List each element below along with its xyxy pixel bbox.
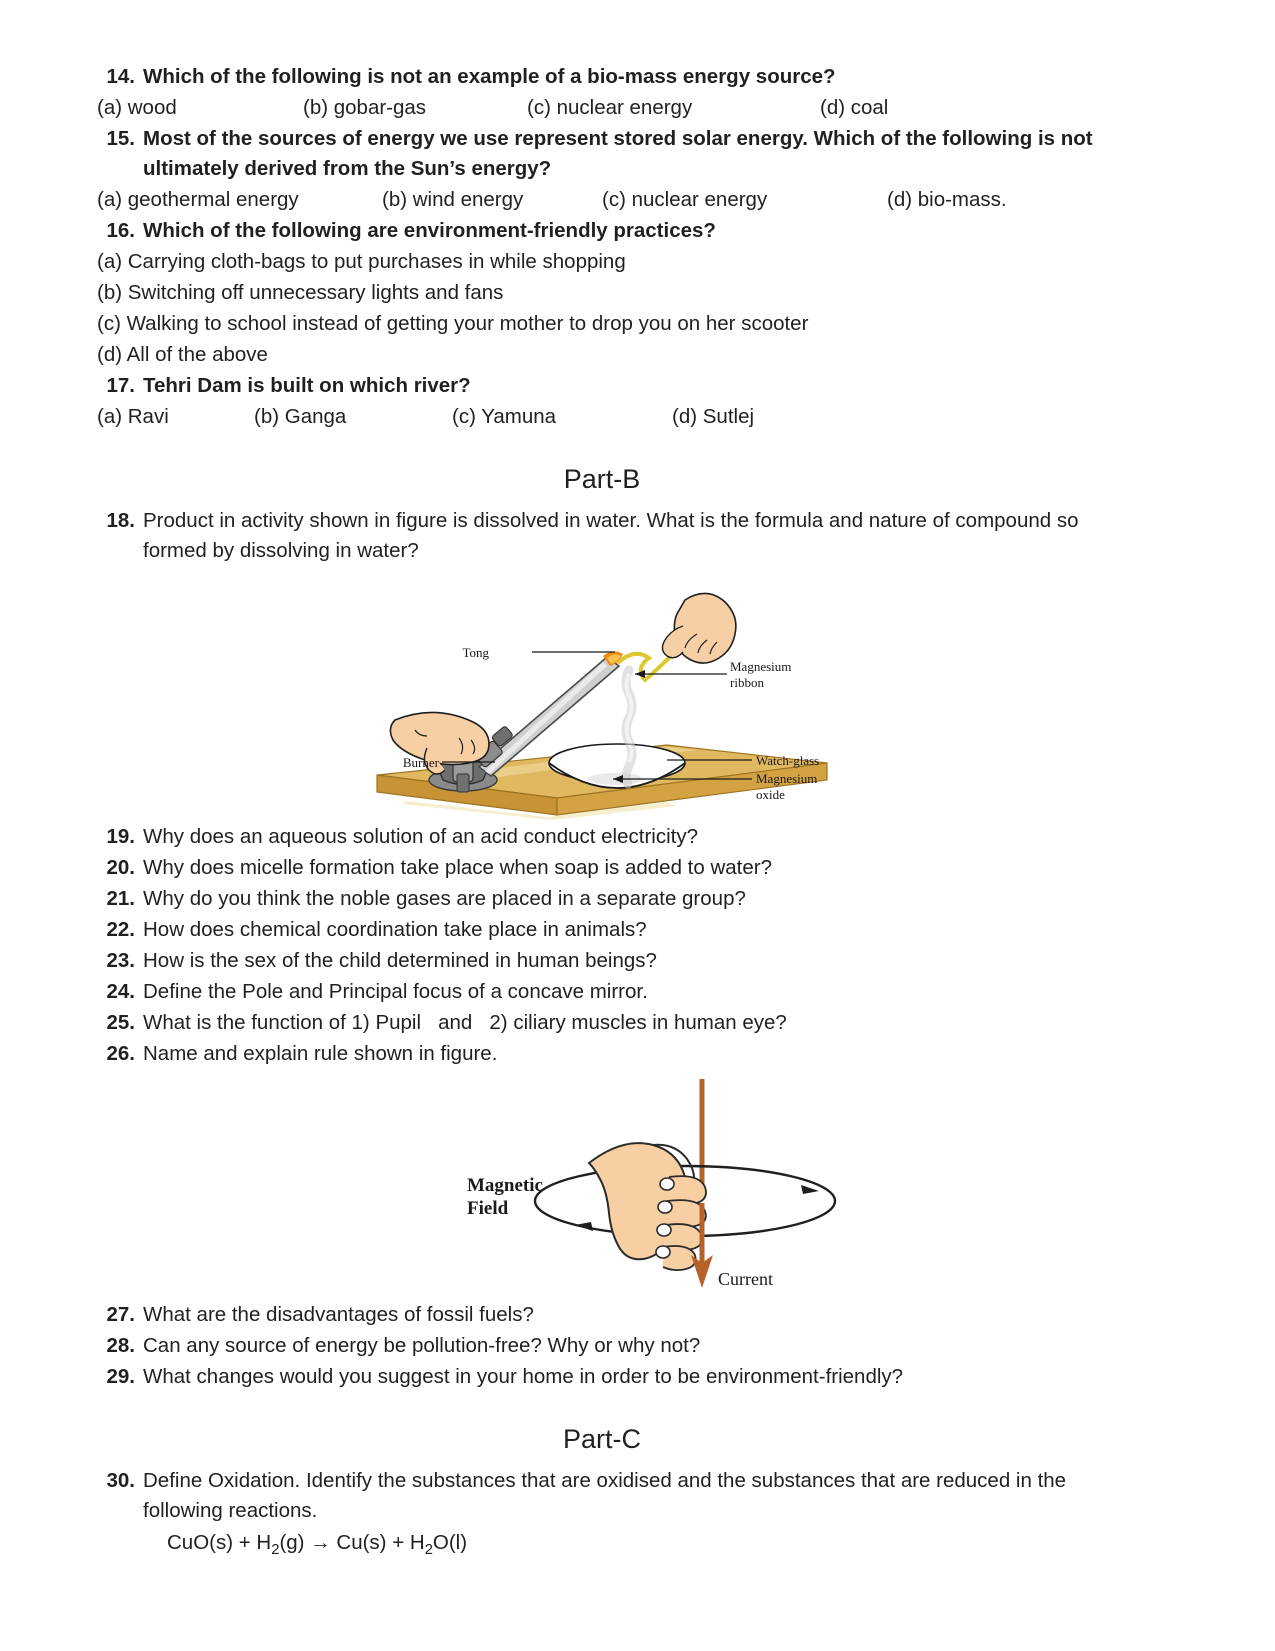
question-15-options (97, 185, 1107, 215)
question-14-text: Which of the following is not an example of a bio-mass energy source? (143, 65, 836, 88)
question-15-number: 15. (106, 127, 135, 150)
question-21-number: 21. (106, 887, 135, 910)
label-burner: Burner (402, 755, 439, 770)
question-17-option-b: (b) Ganga (254, 405, 347, 428)
figure-magnesium-burning (367, 570, 837, 820)
question-18 (97, 506, 1107, 566)
question-28 (97, 1331, 1107, 1361)
question-23 (97, 946, 1107, 976)
question-20 (97, 853, 1107, 883)
question-15 (97, 124, 1107, 184)
question-23-text: How is the sex of the child determined in human beings? (143, 949, 657, 972)
question-14-number: 14. (106, 65, 135, 88)
question-25-text: What is the function of 1) Pupil and 2) ciliary muscles in human eye? (143, 1011, 787, 1034)
question-30-number: 30. (106, 1469, 135, 1492)
question-15-option-b: (b) wind energy (382, 188, 524, 211)
label-magnesium-oxide-line1: Magnesium (756, 771, 818, 786)
question-19-number: 19. (106, 825, 135, 848)
hand-upper-shape (662, 593, 735, 663)
question-27 (97, 1300, 1107, 1330)
equation-part-3: O(l) (432, 1531, 468, 1554)
question-22-text: How does chemical coordination take place in animals? (143, 918, 647, 941)
question-26-number: 26. (106, 1042, 135, 1065)
question-16-option-a: (a) Carrying cloth-bags to put purchases in while shopping (97, 250, 626, 273)
question-18-number: 18. (106, 509, 135, 532)
question-28-text: Can any source of energy be pollution-free? Why or why not? (143, 1334, 701, 1357)
equation-part-2: (g) → Cu(s) + H (279, 1531, 425, 1554)
question-17-options (97, 402, 1107, 432)
question-23-number: 23. (106, 949, 135, 972)
question-14-option-a: (a) wood (97, 96, 177, 119)
label-magnesium-ribbon-line1: Magnesium (730, 659, 792, 674)
label-current: Current (718, 1269, 773, 1289)
question-28-number: 28. (106, 1334, 135, 1357)
equation-subscript-1: 2 (271, 1542, 280, 1559)
label-magnesium-oxide-line2: oxide (756, 787, 785, 802)
question-15-option-a: (a) geothermal energy (97, 188, 299, 211)
question-16-option-d: (d) All of the above (97, 343, 268, 366)
question-15-text: Most of the sources of energy we use represent stored solar energy. Which of the following is not ultimately derived from the Sun’s energy? (143, 127, 1093, 180)
question-17-number: 17. (106, 374, 135, 397)
question-14-option-c: (c) nuclear energy (527, 96, 693, 119)
question-15-option-c: (c) nuclear energy (602, 188, 768, 211)
label-watch-glass: Watch-glass (756, 753, 820, 768)
question-30 (97, 1466, 1107, 1526)
question-17-option-c: (c) Yamuna (452, 405, 557, 428)
question-16 (97, 216, 1107, 246)
question-16-option-c: (c) Walking to school instead of getting your mother to drop you on her scooter (97, 312, 809, 335)
question-26-text: Name and explain rule shown in figure. (143, 1042, 498, 1065)
question-14-options (97, 93, 1107, 123)
part-c-heading: Part-C (562, 1424, 641, 1454)
question-16-text: Which of the following are environment-friendly practices? (143, 219, 716, 242)
label-magnetic-field-line2: Field (467, 1198, 509, 1219)
label-tong: Tong (462, 645, 489, 660)
question-21-text: Why do you think the noble gases are placed in a separate group? (143, 887, 746, 910)
figure-right-hand-rule-wrapper (227, 1073, 1107, 1298)
question-17-option-d: (d) Sutlej (672, 405, 755, 428)
question-14-option-d: (d) coal (820, 96, 889, 119)
part-b-heading: Part-B (563, 464, 641, 494)
figure-magnesium-burning-wrapper (97, 570, 1107, 820)
question-24-number: 24. (106, 980, 135, 1003)
page-content (97, 62, 1107, 1565)
question-18-text: Product in activity shown in figure is dissolved in water. What is the formula and nature of compound so formed by dissolving in water? (143, 509, 1079, 562)
question-17 (97, 371, 1107, 401)
equation-subscript-2: 2 (424, 1542, 433, 1559)
question-14 (97, 62, 1107, 92)
question-17-option-a: (a) Ravi (97, 405, 169, 428)
question-24-text: Define the Pole and Principal focus of a concave mirror. (143, 980, 648, 1003)
equation-part-1: CuO(s) + H (167, 1531, 272, 1554)
question-29-number: 29. (106, 1365, 135, 1388)
question-26 (97, 1039, 1107, 1069)
question-27-text: What are the disadvantages of fossil fuels? (143, 1303, 534, 1326)
question-19 (97, 822, 1107, 852)
question-14-option-b: (b) gobar-gas (303, 96, 427, 119)
question-20-text: Why does micelle formation take place when soap is added to water? (143, 856, 773, 879)
question-16-number: 16. (106, 219, 135, 242)
hand-fist-shape (589, 1143, 706, 1270)
label-magnetic-field-line1: Magnetic (467, 1175, 543, 1196)
question-25-number: 25. (106, 1011, 135, 1034)
question-30-text: Define Oxidation. Identify the substances that are oxidised and the substances that are reduced in the following reactions. (143, 1469, 1067, 1522)
question-22 (97, 915, 1107, 945)
figure-right-hand-rule (457, 1073, 877, 1298)
question-15-option-d: (d) bio-mass. (887, 188, 1007, 211)
question-16-option-b: (b) Switching off unnecessary lights and fans (97, 281, 504, 304)
question-27-number: 27. (106, 1303, 135, 1326)
question-20-number: 20. (106, 856, 135, 879)
question-19-text: Why does an aqueous solution of an acid conduct electricity? (143, 825, 698, 848)
smoke-trail (626, 670, 632, 784)
question-24 (97, 977, 1107, 1007)
question-21 (97, 884, 1107, 914)
question-30-equation (167, 1528, 1107, 1565)
question-17-text: Tehri Dam is built on which river? (143, 374, 471, 397)
field-arrow-right (801, 1185, 819, 1194)
question-22-number: 22. (106, 918, 135, 941)
question-29 (97, 1362, 1107, 1392)
label-magnesium-ribbon-line2: ribbon (730, 675, 764, 690)
question-29-text: What changes would you suggest in your home in order to be environment-friendly? (143, 1365, 904, 1388)
question-25 (97, 1008, 1107, 1038)
